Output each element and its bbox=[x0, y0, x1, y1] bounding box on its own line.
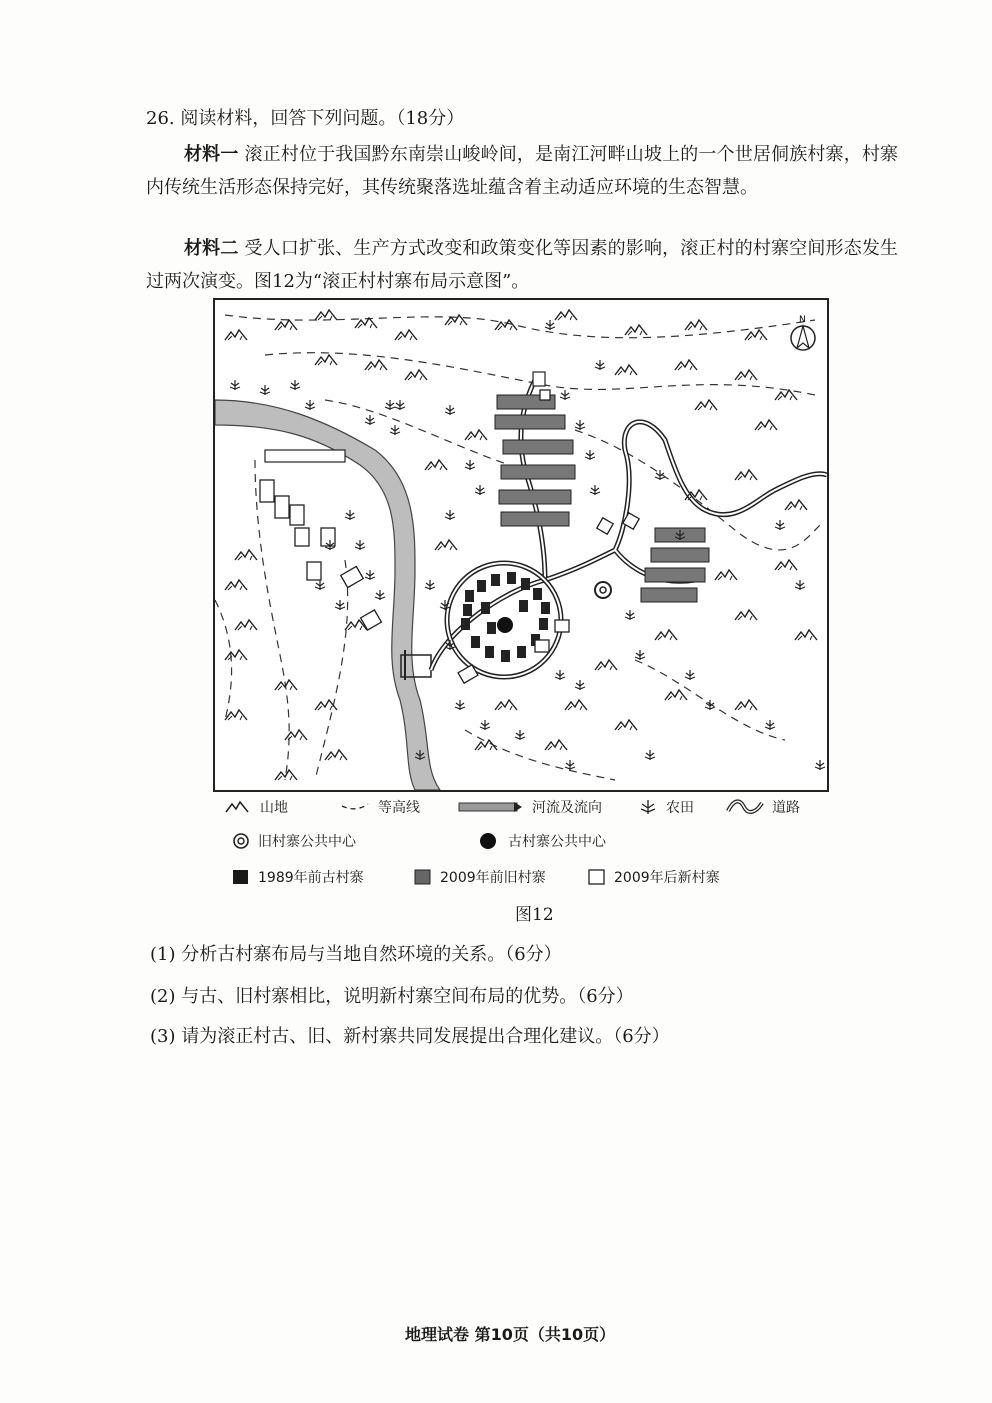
new-village-icon bbox=[588, 869, 606, 885]
farmland-symbols bbox=[230, 320, 825, 770]
north-label: N bbox=[799, 315, 806, 325]
material-one-label: 材料一 bbox=[184, 144, 239, 165]
village-layout-map bbox=[213, 298, 829, 792]
ancient-center-marker bbox=[497, 617, 513, 633]
contour-icon bbox=[340, 800, 370, 814]
old-center-marker bbox=[595, 582, 611, 598]
legend-road bbox=[726, 797, 800, 817]
ancient-center-icon bbox=[478, 831, 500, 851]
old-village-icon bbox=[414, 869, 432, 885]
legend-river bbox=[458, 797, 602, 817]
legend-ancient-center bbox=[478, 831, 606, 851]
legend-contour bbox=[340, 797, 420, 817]
material-two bbox=[146, 232, 898, 298]
farmland-icon bbox=[640, 799, 658, 815]
legend-new-village-label: 2009年后新村寨 bbox=[614, 870, 720, 886]
legend-ancient-village bbox=[232, 867, 364, 887]
legend-contour-label: 等高线 bbox=[378, 800, 420, 816]
legend-ancient-center-label: 古村寨公共中心 bbox=[508, 834, 606, 850]
material-two-text: 受人口扩张、生产方式改变和政策变化等因素的影响，滚正村的村寨空间形态发生过两次演变。图12为“滚正村村寨布局示意图”。 bbox=[146, 238, 899, 292]
legend-road-label: 道路 bbox=[772, 800, 800, 816]
mountain-icon bbox=[224, 800, 252, 814]
river-icon bbox=[458, 800, 524, 814]
material-one-text: 滚正村位于我国黔东南崇山峻岭间，是南江河畔山坡上的一个世居侗族村寨，村寨内传统生活形态保持完好，其传统聚落选址蕴含着主动适应环境的生态智慧。 bbox=[146, 144, 899, 198]
ancient-village-icon bbox=[232, 869, 250, 885]
legend-ancient-village-label: 1989年前古村寨 bbox=[258, 870, 364, 886]
old-village-east bbox=[641, 528, 709, 602]
legend-farmland bbox=[640, 797, 694, 817]
sub-question-1: (1) 分析古村寨布局与当地自然环境的关系。（6分） bbox=[150, 944, 562, 965]
material-two-label: 材料二 bbox=[184, 238, 239, 259]
sub-question-2: (2) 与古、旧村寨相比，说明新村寨空间布局的优势。（6分） bbox=[150, 986, 634, 1007]
legend-old-village bbox=[414, 867, 546, 887]
road-icon bbox=[726, 799, 764, 815]
contour-lines bbox=[215, 315, 820, 780]
sub-question-3: (3) 请为滚正村古、旧、新村寨共同发展提出合理化建议。（6分） bbox=[150, 1026, 670, 1047]
legend-farmland-label: 农田 bbox=[666, 800, 694, 816]
figure-caption: 图12 bbox=[515, 905, 554, 925]
legend-river-label: 河流及流向 bbox=[532, 800, 602, 816]
legend-mountain-label: 山地 bbox=[260, 800, 288, 816]
legend-old-village-label: 2009年前旧村寨 bbox=[440, 870, 546, 886]
old-center-icon bbox=[232, 832, 250, 850]
material-one bbox=[146, 138, 898, 204]
legend-mountain bbox=[224, 797, 288, 817]
map-svg bbox=[215, 300, 827, 790]
legend-new-village bbox=[588, 867, 720, 887]
legend-old-center-label: 旧村寨公共中心 bbox=[258, 834, 356, 850]
page-footer: 地理试卷 第10页（共10页） bbox=[405, 1325, 616, 1344]
legend-old-center bbox=[232, 831, 356, 851]
question-title: 26. 阅读材料，回答下列问题。（18分） bbox=[146, 108, 465, 129]
